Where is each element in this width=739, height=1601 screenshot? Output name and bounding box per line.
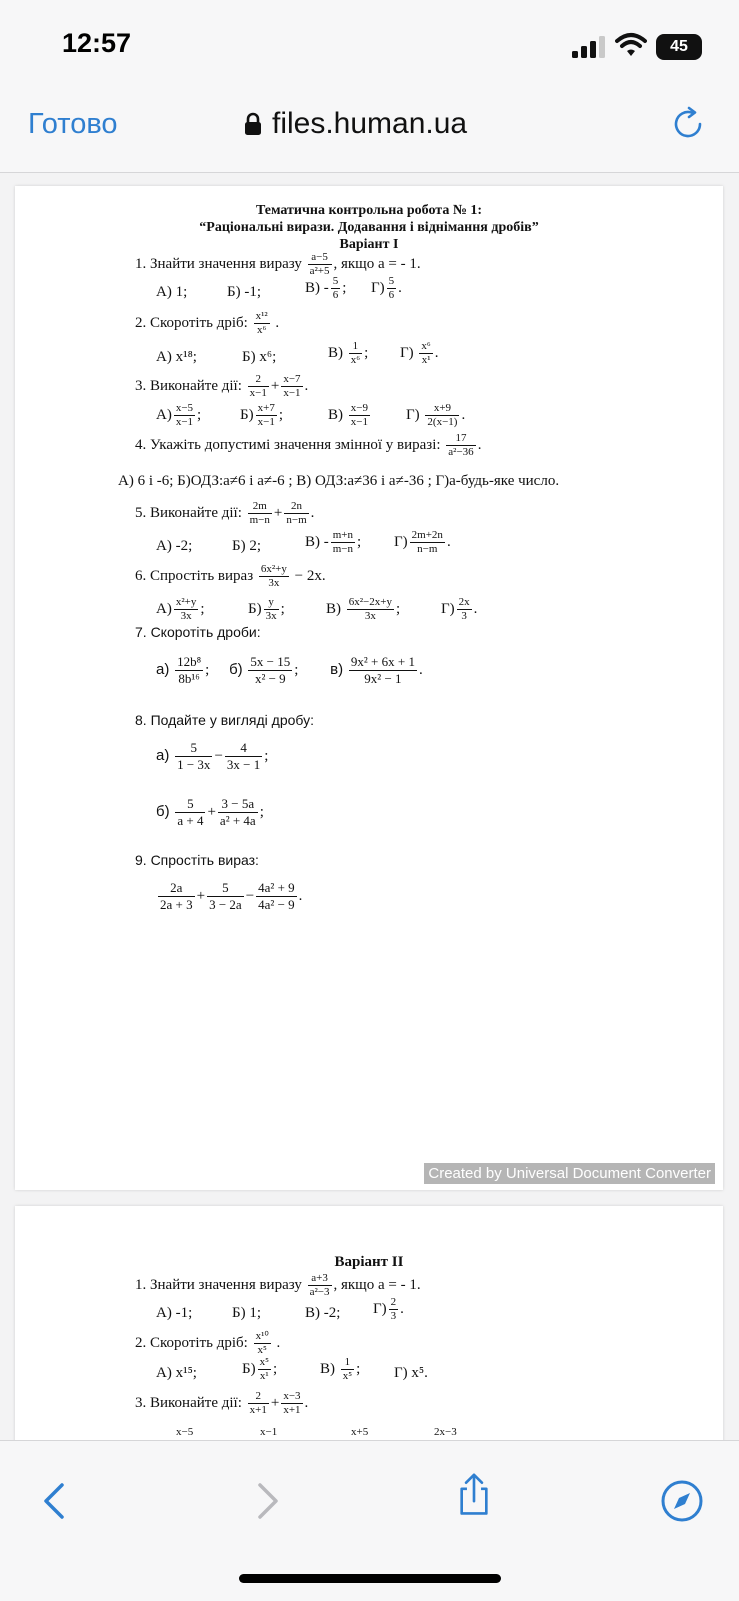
url-text: files.human.ua — [272, 107, 468, 140]
document-page-2[interactable]: Варіант ІІ 1. Знайти значення виразу $\frac{a+3}{\text{a²−3}}$ , якщо a = - 1. А) -1; Б) 1; В) -2; Г) $\frac{2}{3}$ . 2. Скоротіть дріб: $\frac{\text{x¹⁰}}{\text{x⁵}}$ . А) x¹⁵; Б) $\frac{\text{x⁵}}{\text{x¹}}$ ; В) $\frac{1}{\text{x⁵}}$ ; Г) x⁵. 3. Виконайте дії: $\frac{2}{x+1}$ + $\frac{x-3}{x+1}$ . x−5 x−1 x+5 2x−3 — [15, 1206, 723, 1476]
option-c: В) $\frac{\text{6x²−2x+y}}{3x}$ ; — [326, 596, 401, 622]
option-d: Г) x⁵. — [394, 1365, 428, 1381]
reload-icon[interactable] — [670, 106, 706, 142]
question-1: 1. Знайти значення виразу $\frac{a-5}{\text{a²+5}}$ , якщо a = - 1. — [135, 251, 421, 277]
question-text: 1. Знайти значення виразу — [135, 1276, 302, 1293]
option-b: Б) $\frac{y}{3x}$ ; — [248, 596, 285, 622]
question-9: 9. Спростіть вираз: — [135, 852, 259, 868]
question-3: 3. Виконайте дії: $\frac{2}{x-1}$ + $\frac{x-7}{x-1}$ . — [135, 373, 309, 399]
status-bar — [0, 0, 739, 80]
question-6: 6. Спростіть вираз $\frac{\text{6x²+y}}{3x}$ − 2x. — [135, 563, 326, 589]
option-a: А) $\frac{\text{x²+y}}{3x}$ ; — [156, 596, 205, 622]
question-text: 4. Укажіть допустимі значення змінної у виразі: — [135, 436, 441, 453]
option-c: В) - $\frac{5}{6}$ ; — [305, 275, 347, 301]
option-a: А) -1; — [156, 1305, 193, 1321]
option-b: Б) -1; — [227, 284, 262, 300]
question-text: 6. Спростіть вираз — [135, 567, 254, 584]
document-page-1[interactable] — [15, 186, 723, 1190]
option-c: В) - $\frac{m+n}{m-n}$ ; — [305, 529, 362, 555]
question-text: 3. Виконайте дії: — [135, 377, 242, 394]
variant-title: Варіант І — [339, 237, 399, 252]
option-b: Б) $\frac{x+7}{x-1}$ ; — [240, 402, 283, 428]
option-b: Б) 2; — [232, 538, 262, 554]
share-icon[interactable] — [452, 1473, 496, 1517]
option-c: В) $\frac{1}{\text{x⁶}}$ ; — [328, 340, 369, 366]
option-a: А) 1; — [156, 284, 188, 300]
question-7-items: а) $\frac{\text{12b⁸}}{\text{8b¹⁶}}$ ; б) $\frac{5x - 15}{\text{x² − 9}}$ ; в) $\frac{\text{9x² + 6x + 1}}{\text{9x² − 1}}$ . — [156, 654, 423, 686]
question-5: 5. Виконайте дії: $\frac{2m}{m-n}$ + $\frac{2n}{n-m}$ . — [135, 500, 315, 526]
option-a: А) x¹⁸; — [156, 349, 197, 365]
question-4: 4. Укажіть допустимі значення змінної у виразі: $\frac{17}{\text{a²−36}}$ . — [135, 432, 482, 458]
question-8: 8. Подайте у вигляді дробу: — [135, 712, 315, 728]
home-indicator — [239, 1574, 501, 1583]
question-text: 2. Скоротіть дріб: — [135, 1334, 248, 1351]
option-a: А) -2; — [156, 538, 193, 554]
question-text: 3. Виконайте дії: — [135, 1394, 242, 1411]
question-text: 2. Скоротіть дріб: — [135, 314, 248, 331]
question-1: 1. Знайти значення виразу $\frac{a+3}{\text{a²−3}}$ , якщо a = - 1. — [135, 1272, 421, 1298]
option-a: А) x¹⁵; — [156, 1365, 197, 1381]
test-header — [15, 202, 723, 253]
browser-nav-bar — [0, 80, 739, 173]
question-3: 3. Виконайте дії: $\frac{2}{x+1}$ + $\frac{x-3}{x+1}$ . — [135, 1390, 309, 1416]
lock-icon — [244, 112, 262, 136]
option-d: Г) $\frac{2m+2n}{n-m}$ . — [394, 529, 451, 555]
back-icon[interactable] — [34, 1479, 78, 1523]
cellular-signal-icon — [572, 36, 608, 58]
question-7: 7. Скоротіть дроби: — [135, 624, 261, 640]
question-4-answers: А) 6 і -6; Б)ОДЗ:a≠6 і a≠-6 ; В) ОДЗ:a≠36 і a≠-36 ; Г)a-будь-яке число. — [118, 473, 560, 489]
fraction: $\frac{a-5}{\text{a²+5}}$ — [309, 251, 330, 277]
option-b: Б) 1; — [232, 1305, 262, 1321]
done-button[interactable]: Готово — [28, 108, 118, 140]
wifi-icon — [615, 32, 647, 58]
option-b: Б) $\frac{\text{x⁵}}{\text{x¹}}$ ; — [242, 1356, 278, 1382]
variant-title: Варіант ІІ — [334, 1254, 404, 1270]
question-8-item-b: б) $\frac{5}{a + 4}$ + $\frac{3 - 5a}{\text{a² + 4a}}$ ; — [156, 796, 264, 828]
option-d: Г) $\frac{2x}{3}$ . — [441, 596, 478, 622]
option-c: В) -2; — [305, 1305, 341, 1321]
question-2: 2. Скоротіть дріб: $\frac{\text{x¹²}}{\text{x⁶}}$ . — [135, 310, 280, 336]
compass-icon[interactable] — [660, 1479, 704, 1523]
option-d: Г) $\frac{5}{6}$ . — [371, 275, 402, 301]
converter-watermark: Created by Universal Document Converter — [424, 1163, 715, 1184]
test-title: Тематична контрольна робота № 1: — [255, 203, 483, 218]
option-b: Б) x⁶; — [242, 349, 277, 365]
question-8-item-a: а) $\frac{5}{1 - 3x}$ − $\frac{4}{3x - 1}$ ; — [156, 740, 269, 772]
question-9-expression: $\frac{2a}{2a + 3}$ + $\frac{5}{3 - 2a}$ − $\frac{\text{4a² + 9}}{\text{4a² − 9}}$ . — [160, 880, 303, 912]
forward-icon[interactable] — [244, 1479, 288, 1523]
option-c: В) $\frac{x-9}{x-1}$ — [328, 402, 368, 428]
address-bar[interactable] — [244, 104, 467, 144]
test-topic: “Раціональні вирази. Додавання і віднімання дробів” — [199, 220, 539, 235]
option-d: Г) $\frac{x+9}{2(x-1)}$ . — [406, 402, 466, 428]
question-text: 1. Знайти значення виразу — [135, 255, 302, 272]
option-d: Г) $\frac{2}{3}$ . — [373, 1296, 404, 1322]
option-c: В) $\frac{1}{\text{x⁵}}$ ; — [320, 1356, 361, 1382]
question-text: 5. Виконайте дії: — [135, 504, 242, 521]
battery-icon: 45 — [656, 34, 702, 60]
option-d: Г) $\frac{\text{x⁶}}{\text{x¹}}$ . — [400, 340, 439, 366]
question-2: 2. Скоротіть дріб: $\frac{\text{x¹⁰}}{\text{x⁵}}$ . — [135, 1330, 281, 1356]
status-time: 12:57 — [62, 28, 132, 58]
option-a: А) $\frac{x-5}{x-1}$ ; — [156, 402, 202, 428]
